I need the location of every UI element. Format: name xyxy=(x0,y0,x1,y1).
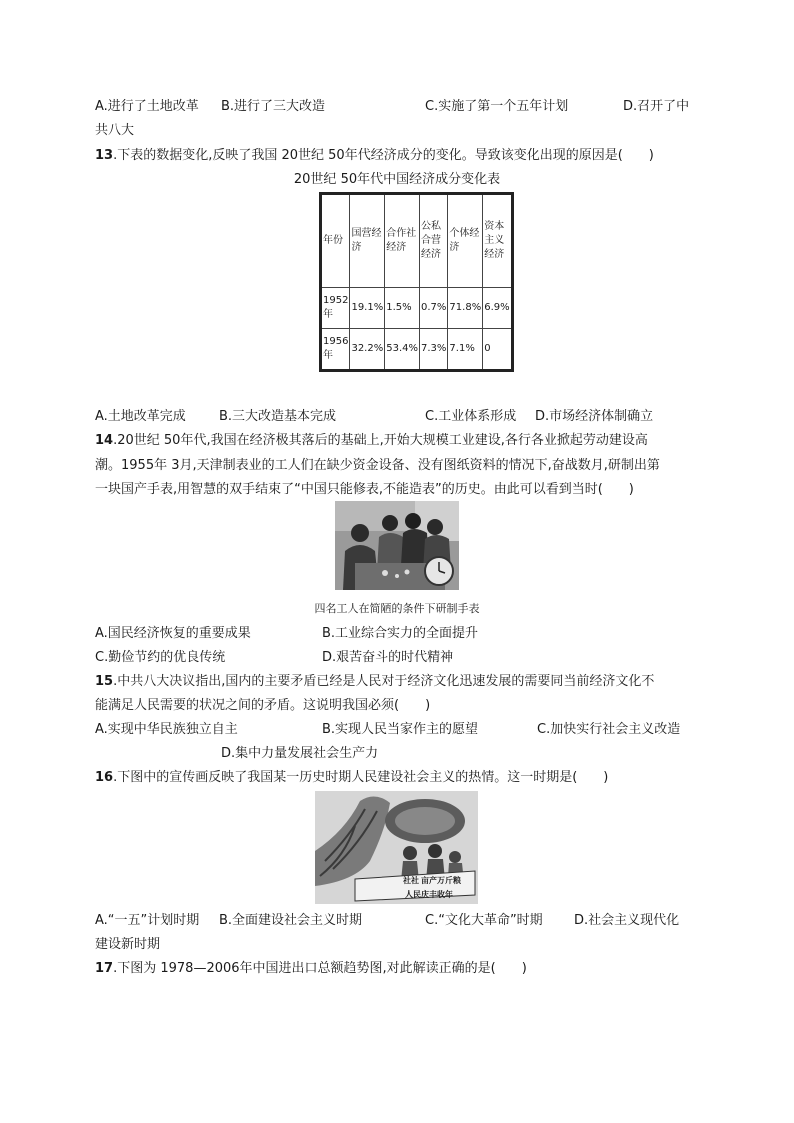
q17-number: 17 xyxy=(95,961,114,976)
q15-option-b: B.实现人民当家作主的愿望 xyxy=(322,722,479,737)
q16-option-a: A.“一五”计划时期 xyxy=(95,913,200,928)
table-cell: 7.3% xyxy=(420,329,448,371)
q12-option-d-continued: 共八大 xyxy=(95,123,135,138)
q14-option-d: D.艰苦奋斗的时代精神 xyxy=(322,650,454,665)
q16-option-d-continued: 建设新时期 xyxy=(95,937,161,952)
q14-number: 14 xyxy=(95,433,114,448)
q12-option-d: D.召开了中 xyxy=(623,99,690,114)
q13-number: 13 xyxy=(95,148,114,163)
q14-stem-text-1: .20世纪 50年代,我国在经济极其落后的基础上,开始大规模工业建设,各行各业掀起劳动建设高 xyxy=(113,433,648,448)
propaganda-poster xyxy=(315,791,478,904)
q15-option-a: A.实现中华民族独立自主 xyxy=(95,722,238,737)
q16-option-b: B.全面建设社会主义时期 xyxy=(219,913,363,928)
q16-stem xyxy=(95,768,608,788)
q14-option-c: C.勤俭节约的优良传统 xyxy=(95,650,226,665)
q13-table-title: 20世纪 50年代中国经济成分变化表 xyxy=(293,172,501,187)
q15-stem-text-1: .中共八大决议指出,国内的主要矛盾已经是人民对于经济文化迅速发展的需要同当前经济文化不 xyxy=(113,674,655,689)
q17-stem xyxy=(95,959,527,979)
poster-slogan-1: 社社 xyxy=(403,876,419,885)
q13-option-a: A.土地改革完成 xyxy=(95,409,186,424)
table-cell: 0.7% xyxy=(420,288,448,329)
table-cell: 1952年 xyxy=(321,288,350,329)
table-cell: 19.1% xyxy=(350,288,385,329)
table-cell: 32.2% xyxy=(350,329,385,371)
table-row xyxy=(321,288,513,329)
table-header-cell: 年份 xyxy=(321,194,350,288)
poster-slogan-3: 人民庆丰收年 xyxy=(405,890,453,899)
workers-photo-illustration xyxy=(335,501,459,590)
poster-slogan-2: 亩产万斤粮 xyxy=(421,876,461,885)
q13-option-b: B.三大改造基本完成 xyxy=(219,409,337,424)
q12-option-a: A.进行了土地改革 xyxy=(95,99,199,114)
workers-making-watch-photo xyxy=(335,501,459,590)
table-header-cell: 国营经济 xyxy=(350,194,385,288)
table-row xyxy=(321,329,513,371)
q15-option-c: C.加快实行社会主义改造 xyxy=(537,722,681,737)
q15-stem-line-2: 能满足人民需要的状况之间的矛盾。这说明我国必须( ) xyxy=(95,698,431,713)
table-cell: 71.8% xyxy=(448,288,483,329)
table-cell: 1956年 xyxy=(321,329,350,371)
q13-option-d: D.市场经济体制确立 xyxy=(535,409,654,424)
workers-photo-caption: 四名工人在简陋的条件下研制手表 xyxy=(314,602,480,615)
q14-stem-line-1 xyxy=(95,431,648,451)
q16-option-c: C.“文化大革命”时期 xyxy=(425,913,543,928)
q13-stem xyxy=(95,146,654,166)
q17-stem-text: .下图为 1978—2006年中国进出口总额趋势图,对此解读正确的是( ) xyxy=(113,961,527,976)
q12-option-b: B.进行了三大改造 xyxy=(221,99,326,114)
q16-stem-text: .下图中的宣传画反映了我国某一历史时期人民建设社会主义的热情。这一时期是( ) xyxy=(113,770,609,785)
q14-stem-line-3: 一块国产手表,用智慧的双手结束了“中国只能修表,不能造表”的历史。由此可以看到当时( ) xyxy=(95,482,634,497)
table-cell: 53.4% xyxy=(385,329,420,371)
table-cell: 6.9% xyxy=(483,288,512,329)
economy-table xyxy=(319,192,514,372)
table-header-cell: 个体经济 xyxy=(448,194,483,288)
q13-stem-text: .下表的数据变化,反映了我国 20世纪 50年代经济成分的变化。导致该变化出现的原因是( ) xyxy=(113,148,654,163)
table-cell: 7.1% xyxy=(448,329,483,371)
q16-number: 16 xyxy=(95,770,114,785)
table-header-cell: 合作社经济 xyxy=(385,194,420,288)
table-header-row xyxy=(321,194,513,288)
q14-option-a: A.国民经济恢复的重要成果 xyxy=(95,626,251,641)
q15-option-d: D.集中力量发展社会生产力 xyxy=(221,746,379,761)
q14-option-b: B.工业综合实力的全面提升 xyxy=(322,626,479,641)
table-header-cell: 公私合营经济 xyxy=(420,194,448,288)
q15-stem-line-1 xyxy=(95,672,654,692)
q16-option-d: D.社会主义现代化 xyxy=(574,913,680,928)
propaganda-poster-illustration xyxy=(315,791,478,904)
table-header-cell: 资本主义经济 xyxy=(483,194,512,288)
q12-option-c: C.实施了第一个五年计划 xyxy=(425,99,569,114)
table-cell: 0 xyxy=(483,329,512,371)
q13-option-c: C.工业体系形成 xyxy=(425,409,517,424)
table-cell: 1.5% xyxy=(385,288,420,329)
q14-stem-line-2: 潮。1955年 3月,天津制表业的工人们在缺少资金设备、没有图纸资料的情况下,奋战数月,研制出第 xyxy=(95,458,660,473)
q15-number: 15 xyxy=(95,674,114,689)
